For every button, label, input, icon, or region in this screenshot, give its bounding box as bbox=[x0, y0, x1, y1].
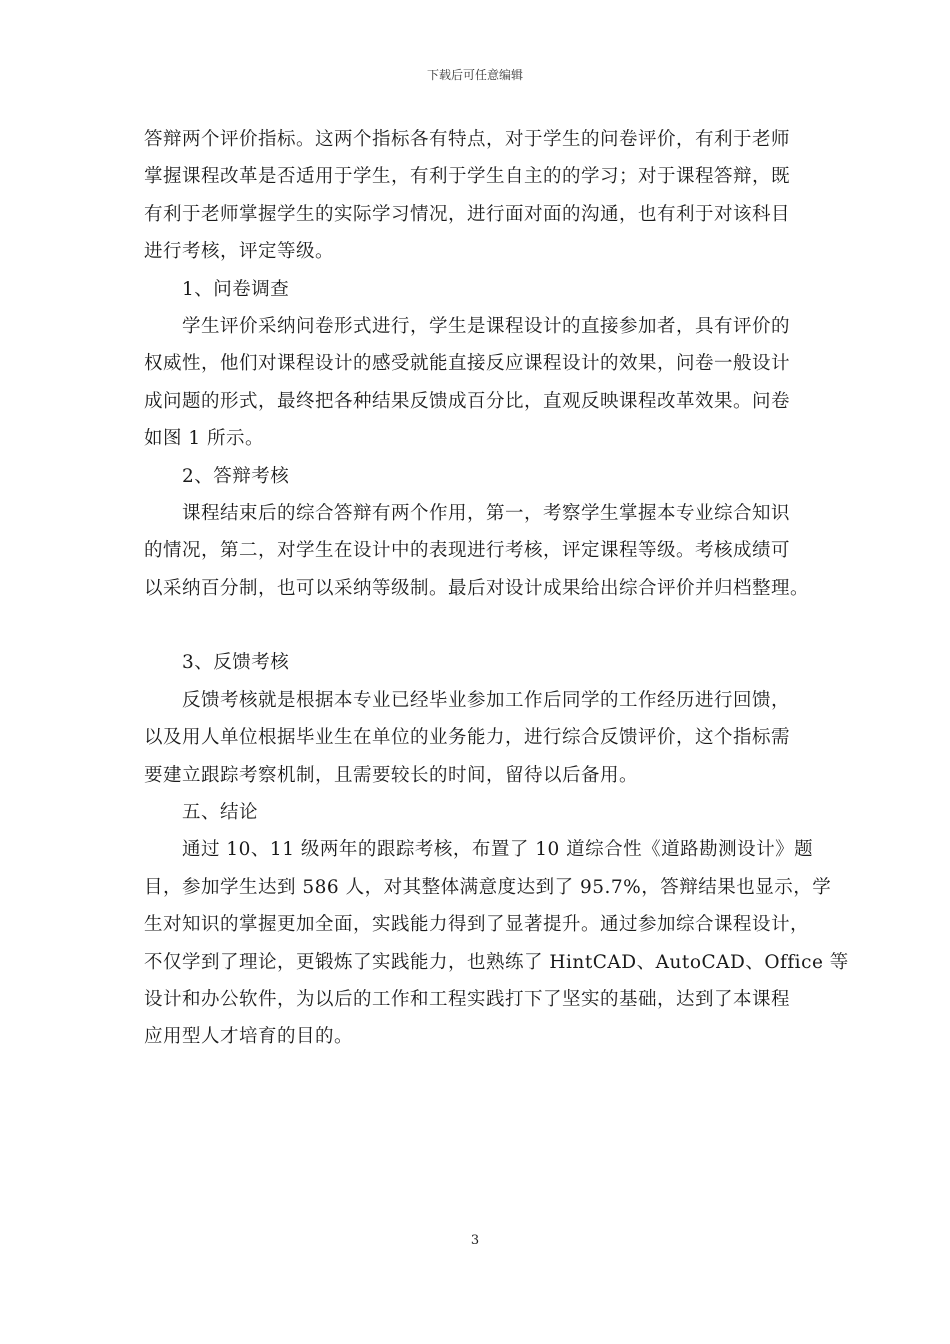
text-line: 成问题的形式，最终把各种结果反馈成百分比，直观反映课程改革效果。问卷 bbox=[144, 390, 791, 412]
paragraph bbox=[144, 271, 816, 308]
text-line: 不仅学到了理论，更锻炼了实践能力，也熟练了 HintCAD、AutoCAD、Office 等 bbox=[144, 951, 849, 973]
text-line: 要建立跟踪考察机制，且需要较长的时间，留待以后备用。 bbox=[144, 764, 639, 786]
text-line: 生对知识的掌握更加全面，实践能力得到了显著提升。通过参加综合课程设计， bbox=[144, 914, 810, 936]
paragraph bbox=[144, 682, 816, 794]
paragraph bbox=[144, 458, 816, 495]
text-line: 反馈考核就是根据本专业已经毕业参加工作后同学的工作经历进行回馈， bbox=[182, 689, 791, 711]
text-line: 五、结论 bbox=[182, 802, 259, 824]
text-line: 有利于老师掌握学生的实际学习情况，进行面对面的沟通，也有利于对该科目 bbox=[144, 203, 791, 225]
text-line: 设计和办公软件，为以后的工作和工程实践打下了坚实的基础，达到了本课程 bbox=[144, 988, 791, 1010]
text-line: 目，参加学生达到 586 人，对其整体满意度达到了 95.7%，答辩结果也显示，学 bbox=[144, 876, 832, 898]
paragraph bbox=[144, 308, 816, 458]
paragraph bbox=[144, 644, 816, 681]
paragraph bbox=[144, 794, 816, 831]
text-line: 1、问卷调查 bbox=[182, 278, 290, 300]
text-line: 进行考核，评定等级。 bbox=[144, 241, 335, 263]
text-line: 通过 10、11 级两年的跟踪考核，布置了 10 道综合性《道路勘测设计》题 bbox=[182, 839, 814, 861]
document-body bbox=[144, 121, 849, 1056]
text-line: 答辩两个评价指标。这两个指标各有特点，对于学生的问卷评价，有利于老师 bbox=[144, 129, 791, 150]
text-line: 应用型人才培育的目的。 bbox=[144, 1026, 354, 1048]
text-line: 2、答辩考核 bbox=[182, 465, 290, 487]
text-line: 课程结束后的综合答辩有两个作用，第一，考察学生掌握本专业综合知识 bbox=[182, 502, 791, 524]
page-number: 3 bbox=[470, 1233, 480, 1248]
paragraph bbox=[144, 831, 849, 1055]
text-line: 的情况，第二，对学生在设计中的表现进行考核，评定课程等级。考核成绩可 bbox=[144, 540, 791, 562]
text-line: 3、反馈考核 bbox=[182, 652, 290, 674]
text-line: 权威性，他们对课程设计的感受就能直接反应课程设计的效果，问卷一般设计 bbox=[144, 353, 791, 375]
text-line: 以采纳百分制，也可以采纳等级制。最后对设计成果给出综合评价并归档整理。 bbox=[144, 577, 810, 599]
paragraph bbox=[144, 121, 816, 271]
text-line: 掌握课程改革是否适用于学生，有利于学生自主的的学习；对于课程答辩，既 bbox=[144, 166, 791, 188]
page-header: 下载后可任意编辑 bbox=[426, 68, 523, 82]
text-line: 学生评价采纳问卷形式进行，学生是课程设计的直接参加者，具有评价的 bbox=[182, 315, 791, 337]
paragraph bbox=[144, 495, 816, 607]
text-line: 如图 1 所示。 bbox=[144, 428, 265, 450]
blank-line bbox=[144, 607, 816, 644]
text-line: 以及用人单位根据毕业生在单位的业务能力，进行综合反馈评价，这个指标需 bbox=[144, 727, 791, 749]
